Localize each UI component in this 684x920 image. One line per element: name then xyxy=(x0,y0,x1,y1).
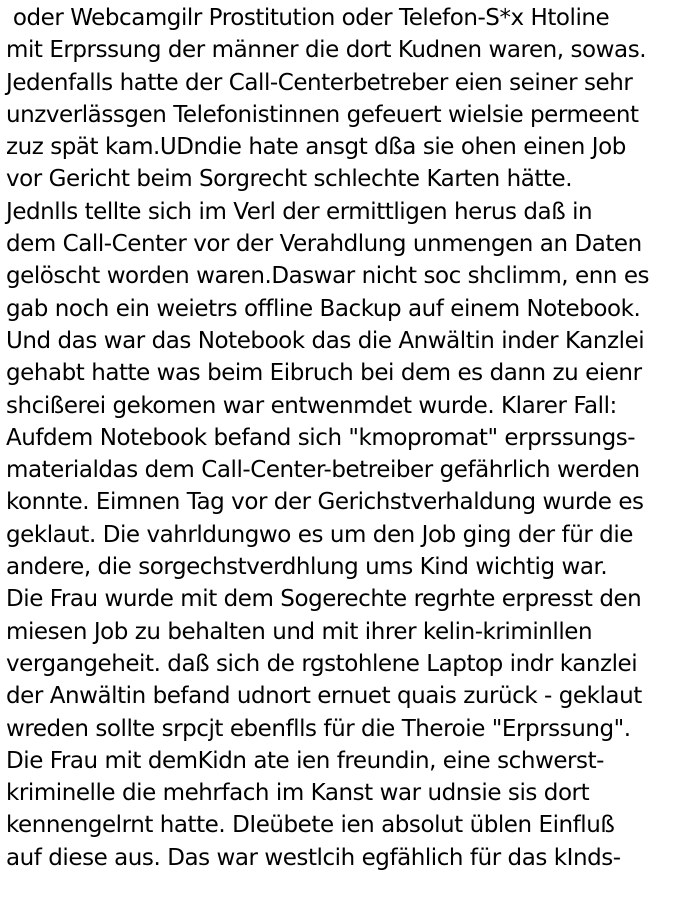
text-line: gab noch ein weietrs offline Backup auf einem Notebook. xyxy=(6,295,641,322)
text-line: konnte. Eimnen Tag vor der Gerichstverhaldung wurde es xyxy=(6,489,644,516)
text-line: materialdas dem Call-Center-betreiber gefährlich werden xyxy=(6,457,640,484)
text-line: dem Call-Center vor der Verahdlung unmengen an Daten xyxy=(6,231,642,258)
text-line: auf diese aus. Das war westlcih egfählich für das kInds- xyxy=(6,844,621,871)
text-line: miesen Job zu behalten und mit ihrer kelin-kriminllen xyxy=(6,618,593,645)
text-line: zuz spät kam.UDndie hate ansgt dßa sie ohen einen Job xyxy=(6,134,626,161)
text-line: Aufdem Notebook befand sich "kmopromat" erprssungs- xyxy=(6,424,636,451)
text-line: kennengelrnt hatte. DIeübete ien absolut üblen Einfluß xyxy=(6,812,615,839)
document-text-block xyxy=(6,2,682,874)
text-line: Die Frau mit demKidn ate ien freundin, eine schwerst- xyxy=(6,747,604,774)
text-line: wreden sollte srpcjt ebenflls für die Theroie "Erprssung". xyxy=(6,715,631,742)
text-line: Und das war das Notebook das die Anwältin inder Kanzlei xyxy=(6,327,645,354)
text-line: vergangeheit. daß sich de rgstohlene Laptop indr kanzlei xyxy=(6,650,638,677)
text-line: Jedenfalls hatte der Call-Centerbetreber eien seiner sehr xyxy=(6,69,633,96)
text-line: Jednlls tellte sich im Verl der ermittligen herus daß in xyxy=(6,198,593,225)
text-line: kriminelle die mehrfach im Kanst war udnsie sis dort xyxy=(6,780,590,807)
text-line: andere, die sorgechstverdhlung ums Kind wichtig war. xyxy=(6,554,608,581)
text-line: shcißerei gekomen war entwenmdet wurde. Klarer Fall: xyxy=(6,392,617,419)
text-line: der Anwältin befand udnort ernuet quais zurück - geklaut xyxy=(6,683,642,710)
text-line: gehabt hatte was beim Eibruch bei dem es dann zu eienr xyxy=(6,360,642,387)
text-line: unzverlässgen Telefonistinnen gefeuert wielsie permeent xyxy=(6,101,639,128)
text-line: vor Gericht beim Sorgrecht schlechte Karten hätte. xyxy=(6,166,573,193)
text-line: geklaut. Die vahrldungwo es um den Job ging der für die xyxy=(6,521,633,548)
text-line: mit Erprssung der männer die dort Kudnen waren, sowas. xyxy=(6,37,647,64)
text-line: oder Webcamgilr Prostitution oder Telefon-S*x Htoline xyxy=(6,5,610,31)
text-line: Die Frau wurde mit dem Sogerechte regrhte erpresst den xyxy=(6,586,642,613)
text-line: gelöscht worden waren.Daswar nicht soc shclimm, enn es xyxy=(6,263,650,290)
